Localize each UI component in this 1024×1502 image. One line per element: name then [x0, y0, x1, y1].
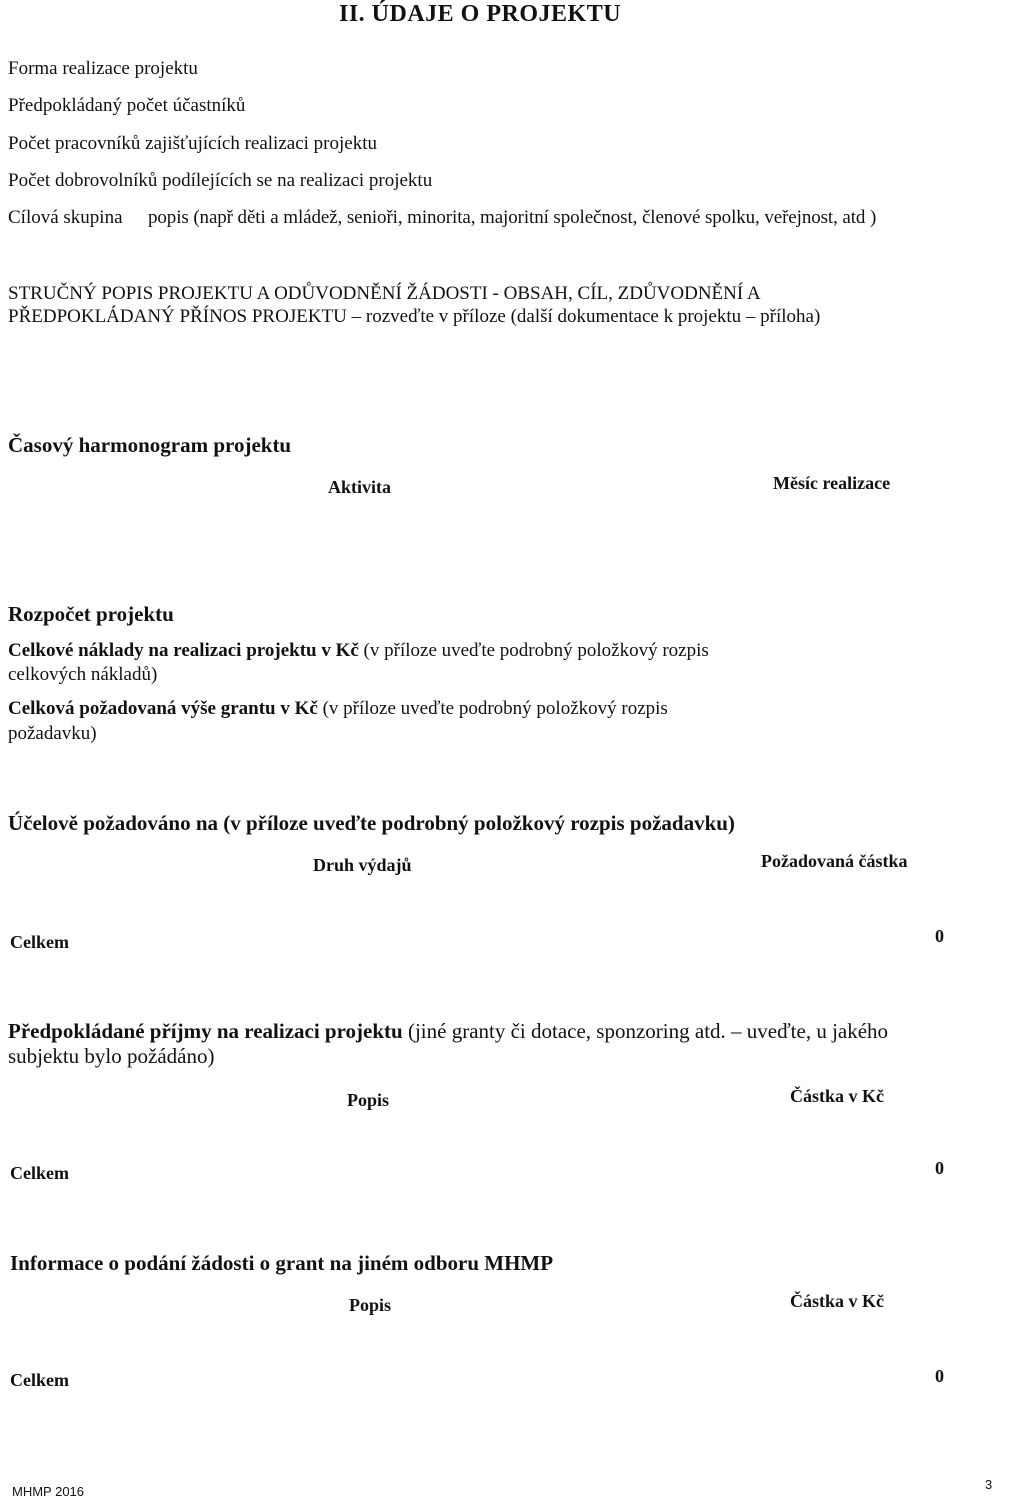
harmonogram-title: Časový harmonogram projektu: [8, 433, 292, 457]
footer-left: MHMP 2016: [12, 1484, 85, 1499]
field-dobrovolnici: Počet dobrovolníků podílejících se na realizaci projektu: [8, 170, 433, 191]
mhmp-col-popis: Popis: [349, 1295, 392, 1315]
rozpocet-grant: [8, 698, 668, 720]
prijmy-total-value: 0: [935, 1158, 944, 1178]
field-ucastnici: Předpokládaný počet účastníků: [8, 95, 246, 116]
mhmp-total-value: 0: [935, 1366, 944, 1386]
rozpocet-naklady-bold: Celkové náklady na realizaci projektu v Kč: [8, 640, 359, 661]
mhmp-total-label: Celkem: [10, 1370, 69, 1390]
popis-line1: STRUČNÝ POPIS PROJEKTU A ODŮVODNĚNÍ ŽÁDOSTI - OBSAH, CÍL, ZDŮVODNĚNÍ A: [8, 283, 761, 304]
footer-page-number: 3: [985, 1477, 993, 1492]
ucelove-total-value: 0: [935, 926, 944, 946]
prijmy-title: [8, 1019, 888, 1043]
popis-line2: PŘEDPOKLÁDANÝ PŘÍNOS PROJEKTU – rozveďte v příloze (další dokumentace k projektu – příloha): [8, 306, 821, 327]
harmonogram-col-aktivita: Aktivita: [328, 477, 391, 497]
rozpocet-grant-bold: Celková požadovaná výše grantu v Kč: [8, 698, 318, 719]
ucelove-total-label: Celkem: [10, 932, 69, 952]
prijmy-total-label: Celkem: [10, 1163, 69, 1183]
ucelove-title: Účelově požadováno na (v příloze uveďte podrobný položkový rozpis požadavku): [8, 811, 735, 835]
harmonogram-col-mesic: Měsíc realizace: [773, 473, 891, 493]
ucelove-col-castka: Požadovaná částka: [761, 851, 908, 871]
field-forma: Forma realizace projektu: [8, 58, 198, 79]
rozpocet-naklady-rest: (v příloze uveďte podrobný položkový rozpis: [363, 640, 709, 661]
rozpocet-grant-rest: (v příloze uveďte podrobný položkový rozpis: [322, 698, 668, 719]
section-title: II. ÚDAJE O PROJEKTU: [339, 1, 622, 27]
prijmy-title-line2: subjektu bylo požádáno): [8, 1044, 215, 1068]
rozpocet-naklady: [8, 640, 709, 662]
ucelove-col-druh: Druh výdajů: [313, 855, 412, 875]
prijmy-col-popis: Popis: [347, 1090, 390, 1110]
rozpocet-title: Rozpočet projektu: [8, 602, 174, 626]
prijmy-title-bold: Předpokládané příjmy na realizaci projektu: [8, 1019, 403, 1043]
field-cilova-hint: popis (např děti a mládež, senioři, minorita, majoritní společnost, členové spolku, veřejnost, atd ): [148, 207, 877, 228]
mhmp-col-castka: Částka v Kč: [790, 1291, 884, 1311]
rozpocet-grant-line2: požadavku): [8, 723, 97, 744]
mhmp-title: Informace o podání žádosti o grant na jiném odboru MHMP: [10, 1251, 554, 1275]
prijmy-title-rest: (jiné granty či dotace, sponzoring atd. – uveďte, u jakého: [407, 1019, 889, 1043]
rozpocet-naklady-line2: celkových nákladů): [8, 664, 158, 685]
prijmy-col-castka: Částka v Kč: [790, 1086, 884, 1106]
field-cilova-label: Cílová skupina: [8, 207, 123, 228]
field-pracovnici: Počet pracovníků zajišťujících realizaci projektu: [8, 133, 377, 154]
